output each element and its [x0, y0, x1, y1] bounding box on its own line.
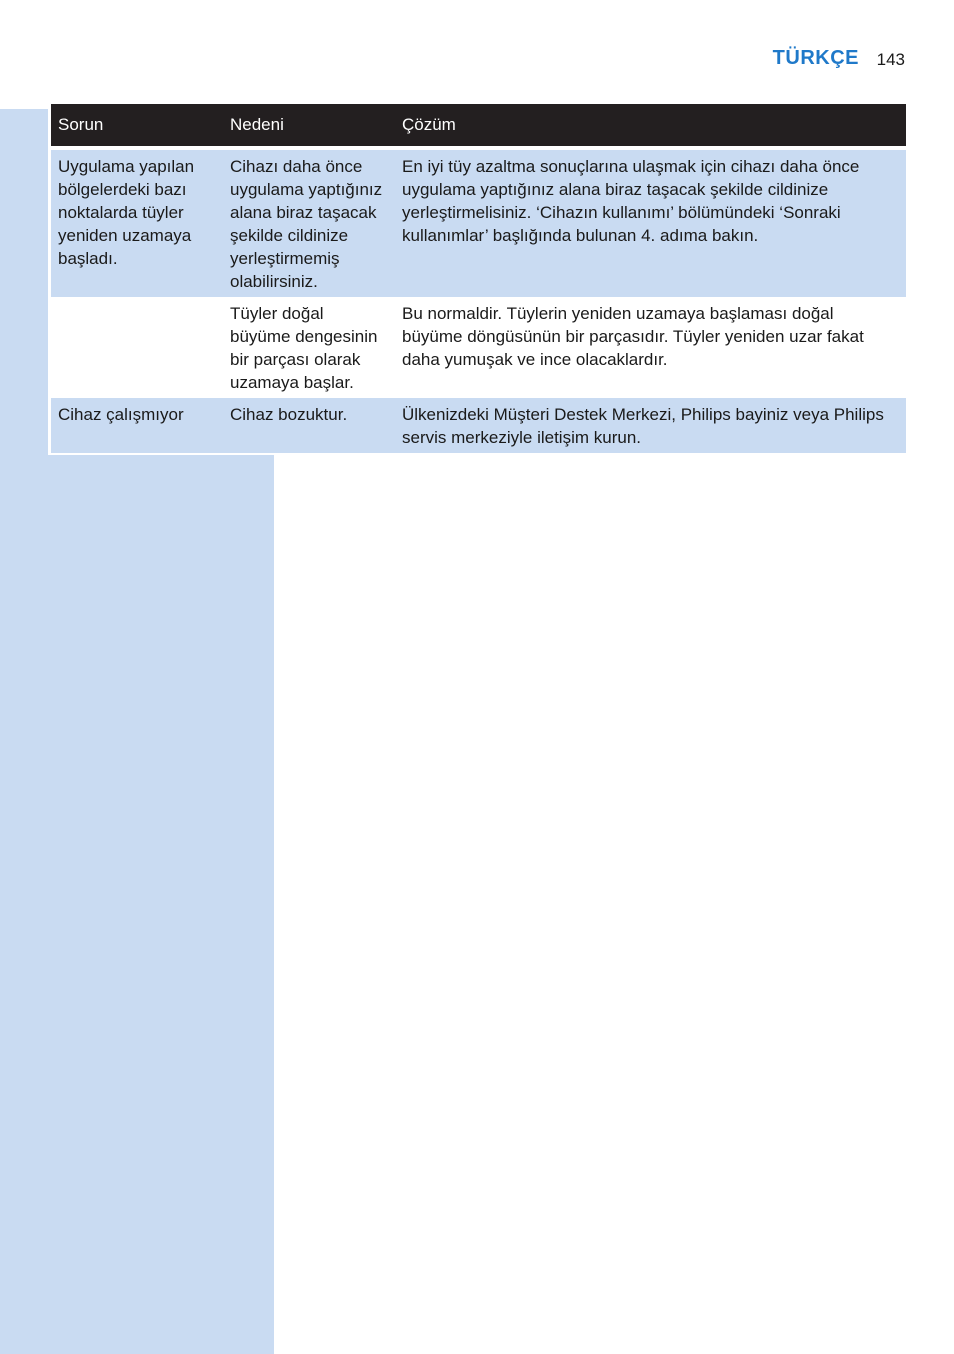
table-row: [51, 297, 906, 398]
column-header-cause: Nedeni: [223, 104, 395, 148]
troubleshooting-table: [51, 104, 906, 453]
page-number: 143: [876, 50, 905, 69]
cell-problem: Cihaz çalışmıyor: [51, 398, 223, 453]
table-row: [51, 398, 906, 453]
table-header-row: [51, 104, 906, 148]
language-title: TÜRKÇE: [772, 47, 859, 69]
cell-cause: Tüyler doğal büyüme dengesinin bir parçası olarak uzamaya başlar.: [223, 297, 395, 398]
cell-cause: Cihazı daha önce uygulama yaptığınız alana biraz taşacak şekilde cildinize yerleştirmemiş olabilirsiniz.: [223, 148, 395, 297]
cell-problem: [51, 297, 223, 398]
column-header-solution: Çözüm: [395, 104, 906, 148]
cell-solution: En iyi tüy azaltma sonuçlarına ulaşmak için cihazı daha önce uygulama yaptığınız alana biraz taşacak şekilde cildinize yerleştirmelisiniz. ‘Cihazın kullanımı’ bölümündeki ‘Sonraki kullanımlar’ başlığında bulunan 4. adıma bakın.: [395, 148, 906, 297]
column-header-problem: Sorun: [51, 104, 223, 148]
cell-cause: Cihaz bozuktur.: [223, 398, 395, 453]
cell-problem: Uygulama yapılan bölgelerdeki bazı noktalarda tüyler yeniden uzamaya başladı.: [51, 148, 223, 297]
cell-solution: Ülkenizdeki Müşteri Destek Merkezi, Philips bayiniz veya Philips servis merkeziyle iletişim kurun.: [395, 398, 906, 453]
troubleshooting-table-wrapper: [48, 104, 906, 455]
cell-solution: Bu normaldir. Tüylerin yeniden uzamaya başlaması doğal büyüme döngüsünün bir parçasıdır. Tüyler yeniden uzar fakat daha yumuşak ve ince olacaklardır.: [395, 297, 906, 398]
table-row: [51, 148, 906, 297]
